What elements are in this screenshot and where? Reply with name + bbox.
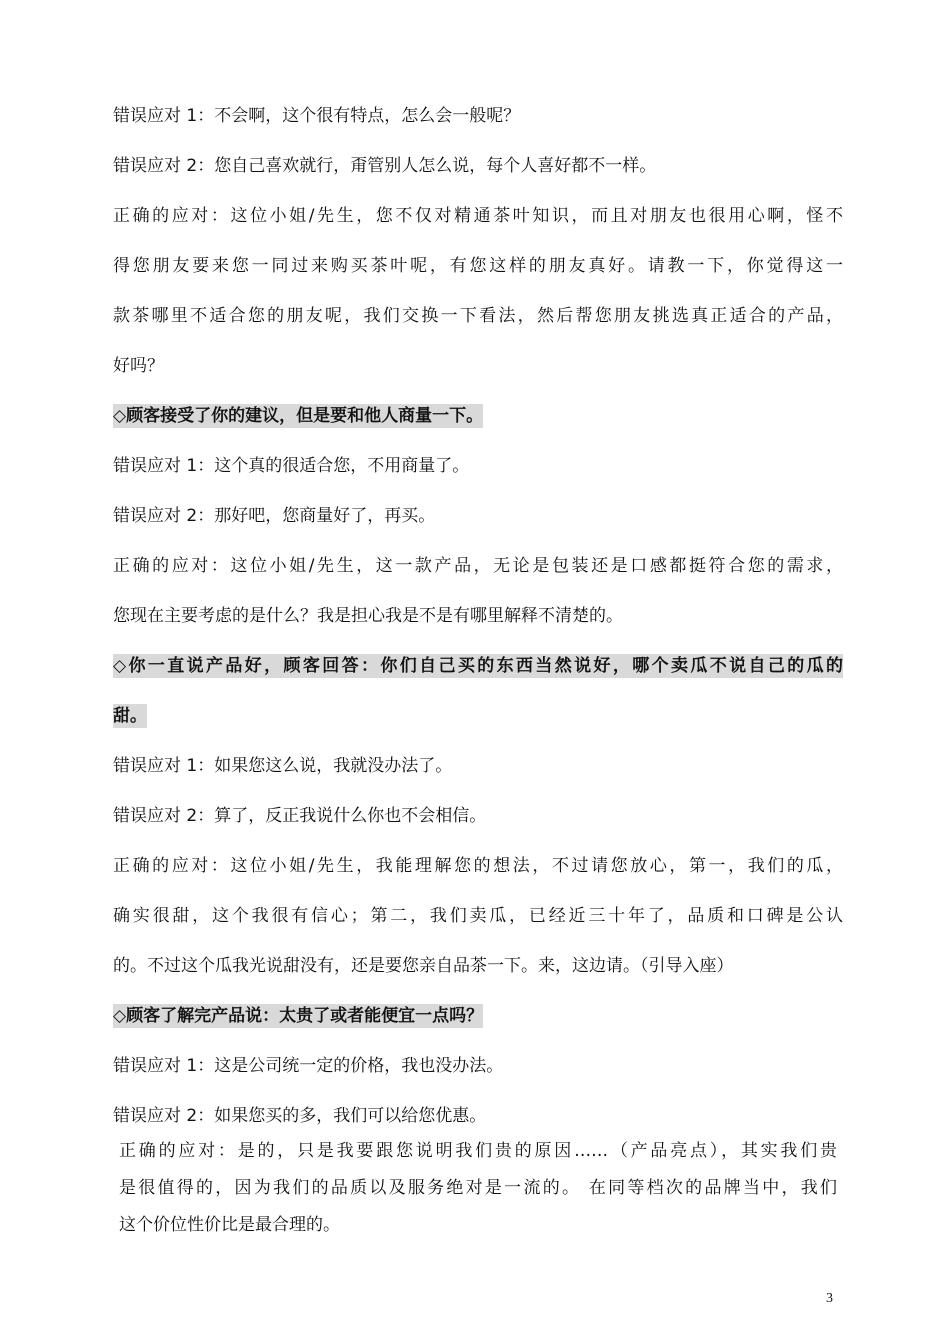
correct-response-line: 是很值得的，因为我们的品质以及服务绝对是一流的。 在同等档次的品牌当中，我们 bbox=[119, 1178, 837, 1198]
correct-response-line: 款茶哪里不适合您的朋友呢，我们交换一下看法，然后帮您朋友挑选真正适合的产品， bbox=[113, 306, 843, 326]
correct-response-line: 确实很甜，这个我很有信心；第二，我们卖瓜，已经近三十年了，品质和口碑是公认 bbox=[113, 906, 843, 926]
scenario-heading-continued: 甜。 bbox=[113, 706, 147, 726]
correct-response-line: 正确的应对：这位小姐/先生，这一款产品，无论是包装还是口感都挺符合您的需求， bbox=[113, 556, 843, 576]
scenario-heading: ◇你一直说产品好，顾客回答：你们自己买的东西当然说好，哪个卖瓜不说自己的瓜的 bbox=[113, 656, 843, 676]
correct-response-line: 您现在主要考虑的是什么？我是担心我是不是有哪里解释不清楚的。 bbox=[113, 606, 623, 626]
wrong-response-2: 错误应对 2：您自己喜欢就行，甭管别人怎么说，每个人喜好都不一样。 bbox=[113, 156, 657, 176]
correct-response-line: 这个价位性价比是最合理的。 bbox=[119, 1215, 340, 1235]
correct-response-line: 好吗？ bbox=[113, 356, 164, 376]
wrong-response-2: 错误应对 2：算了，反正我说什么你也不会相信。 bbox=[113, 806, 487, 826]
wrong-response-2: 错误应对 2：如果您买的多，我们可以给您优惠。 bbox=[113, 1106, 487, 1126]
scenario-heading: ◇顾客了解完产品说：太贵了或者能便宜一点吗？ bbox=[113, 1006, 484, 1026]
correct-response-line: 正确的应对：这位小姐/先生，我能理解您的想法，不过请您放心，第一，我们的瓜， bbox=[113, 856, 843, 876]
correct-response-line: 得您朋友要来您一同过来购买茶叶呢，有您这样的朋友真好。请教一下，你觉得这一 bbox=[113, 256, 843, 276]
wrong-response-1: 错误应对 1：不会啊，这个很有特点，怎么会一般呢？ bbox=[113, 106, 521, 126]
scenario-heading: ◇顾客接受了你的建议，但是要和他人商量一下。 bbox=[113, 406, 484, 426]
wrong-response-1: 错误应对 1：如果您这么说，我就没办法了。 bbox=[113, 756, 453, 776]
wrong-response-1: 错误应对 1：这是公司统一定的价格，我也没办法。 bbox=[113, 1056, 504, 1076]
correct-response-line: 的。不过这个瓜我光说甜没有，还是要您亲自品茶一下。来，这边请。（引导入座） bbox=[113, 956, 734, 976]
wrong-response-1: 错误应对 1：这个真的很适合您，不用商量了。 bbox=[113, 456, 470, 476]
correct-response-line: 正确的应对：是的，只是我要跟您说明我们贵的原因……（产品亮点），其实我们贵 bbox=[119, 1141, 837, 1161]
correct-response-line: 正确的应对：这位小姐/先生，您不仅对精通茶叶知识，而且对朋友也很用心啊，怪不 bbox=[113, 206, 843, 226]
wrong-response-2: 错误应对 2：那好吧，您商量好了，再买。 bbox=[113, 506, 436, 526]
page-number: 3 bbox=[826, 1291, 833, 1306]
